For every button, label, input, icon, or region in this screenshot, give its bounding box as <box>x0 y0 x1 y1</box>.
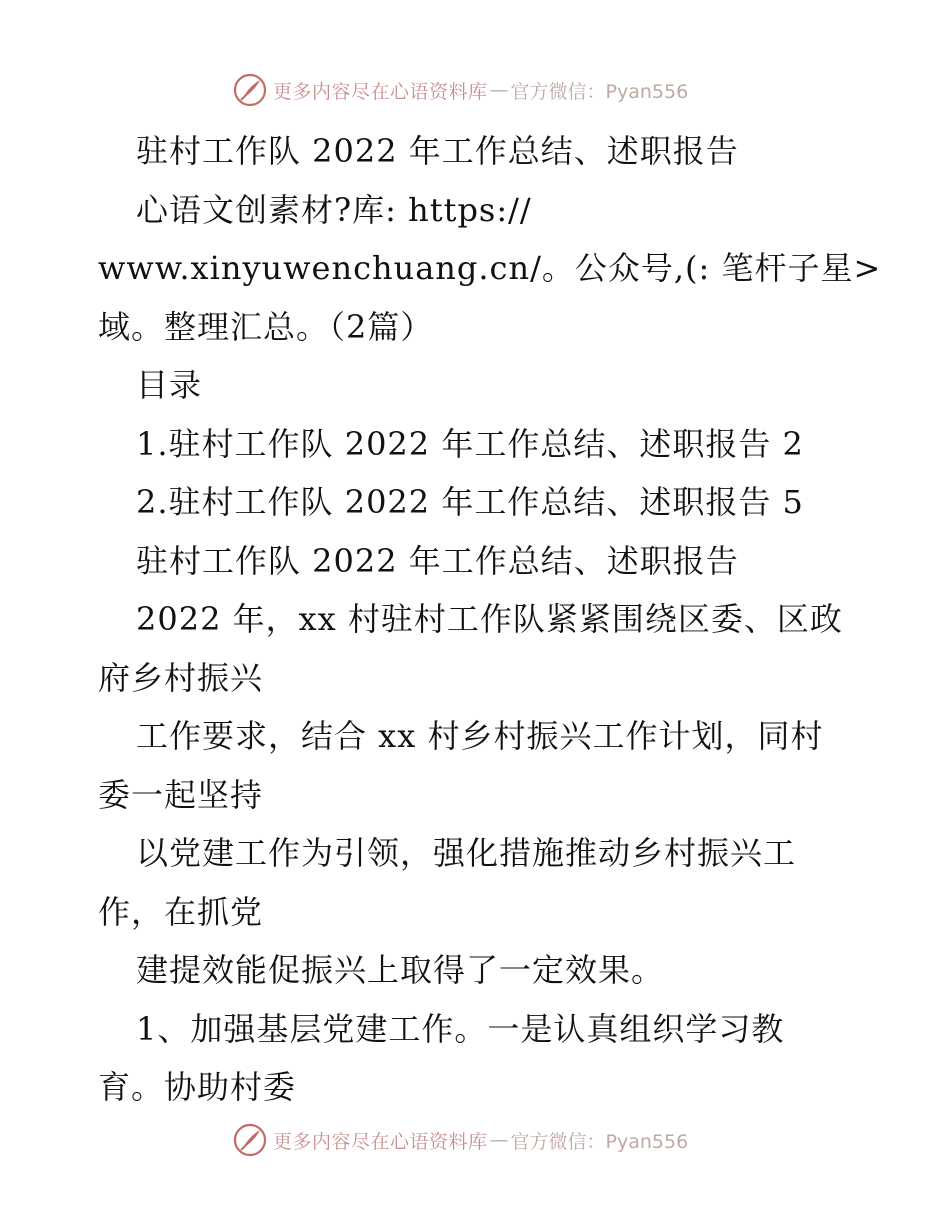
source-url-line: www.xinyuwenchuang.cn/。公众号,(: 笔杆子星> <box>98 249 882 287</box>
toc-item: 1.驻村工作队 2022 年工作总结、述职报告 2 <box>136 424 804 463</box>
section-title: 驻村工作队 2022 年工作总结、述职报告 <box>136 541 739 580</box>
watermark-separator: — <box>489 1129 509 1151</box>
toc-item: 2.驻村工作队 2022 年工作总结、述职报告 5 <box>136 483 804 521</box>
quill-logo-icon <box>233 73 267 107</box>
paragraph-line: 1、加强基层党建工作。一是认真组织学习教 <box>136 1009 785 1048</box>
source-line: 心语文创素材?库: https:// <box>136 190 532 229</box>
paragraph-line: 建提效能促振兴上取得了一定效果。 <box>136 951 665 989</box>
watermark-contact: 官方微信：Pyan556 <box>510 80 689 103</box>
quill-logo-icon <box>233 1123 267 1157</box>
paragraph-line: 委一起坚持 <box>98 775 264 814</box>
document-title: 驻村工作队 2022 年工作总结、述职报告 <box>136 132 739 170</box>
paragraph-line: 府乡村振兴 <box>98 658 264 697</box>
watermark-separator: — <box>489 79 509 101</box>
paragraph-line: 作，在抓党 <box>98 892 264 931</box>
source-note-line: 域。整理汇总。（2篇） <box>98 307 434 346</box>
watermark-text: 更多内容尽在心语资料库 <box>273 1130 488 1153</box>
watermark-text: 更多内容尽在心语资料库 <box>273 80 488 103</box>
watermark-footer <box>233 1122 688 1158</box>
paragraph-line: 工作要求，结合 xx 村乡村振兴工作计划，同村 <box>136 717 824 755</box>
watermark-header <box>233 72 688 108</box>
document-body <box>98 122 882 1117</box>
paragraph-line: 2022 年，xx 村驻村工作队紧紧围绕区委、区政 <box>136 600 843 638</box>
paragraph-line: 育。协助村委 <box>98 1068 297 1106</box>
watermark-contact: 官方微信：Pyan556 <box>510 1130 689 1153</box>
paragraph-line: 以党建工作为引领，强化措施推动乡村振兴工 <box>136 834 797 872</box>
toc-heading: 目录 <box>136 366 203 404</box>
